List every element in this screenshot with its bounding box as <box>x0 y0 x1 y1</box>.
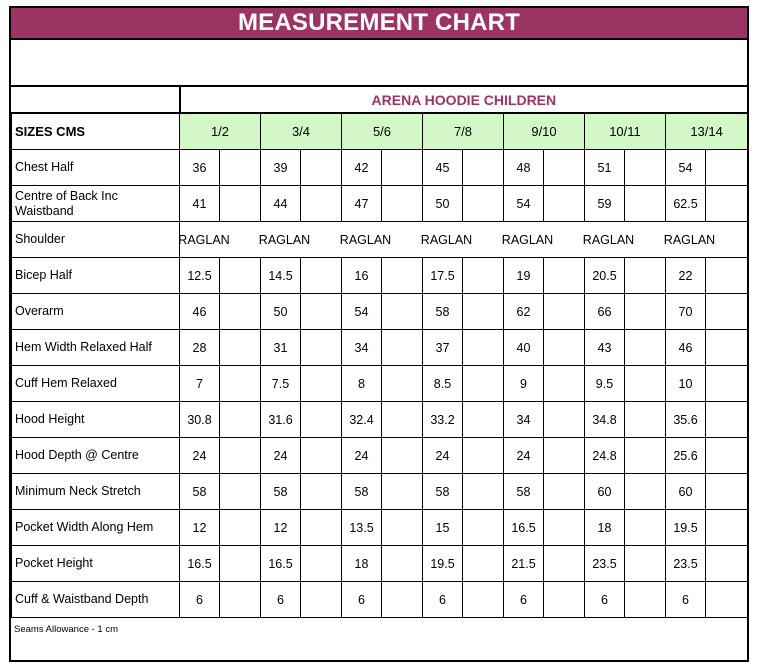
measurement-row <box>12 402 748 438</box>
empty-cell <box>706 474 748 510</box>
measurement-value: 24 <box>261 438 301 474</box>
product-row <box>12 87 748 113</box>
value-cell <box>663 222 716 258</box>
empty-cell <box>544 186 585 222</box>
measurement-value: 58 <box>423 294 463 330</box>
empty-cell <box>301 438 342 474</box>
measurement-value: 33.2 <box>423 402 463 438</box>
empty-cell <box>463 510 504 546</box>
empty-cell <box>625 402 666 438</box>
size-header: 9/10 <box>504 113 585 150</box>
empty-cell <box>220 438 261 474</box>
measurement-row <box>12 474 748 510</box>
empty-cell <box>706 294 748 330</box>
measurement-value: RAGLAN <box>420 232 473 247</box>
empty-cell <box>463 150 504 186</box>
value-cell <box>582 222 635 258</box>
measurement-row <box>12 258 748 294</box>
measurement-row <box>12 510 748 546</box>
empty-cell <box>544 438 585 474</box>
measurement-value: 7.5 <box>261 366 301 402</box>
measurement-value: 66 <box>585 294 625 330</box>
empty-cell <box>220 582 261 618</box>
value-cell <box>339 222 392 258</box>
empty-cell <box>220 150 261 186</box>
measurement-value: RAGLAN <box>258 232 311 247</box>
measurement-value: 24 <box>504 438 544 474</box>
empty-cell <box>463 186 504 222</box>
measurement-value: 47 <box>342 186 382 222</box>
measurement-value: 58 <box>342 474 382 510</box>
measurement-value: 60 <box>666 474 706 510</box>
empty-cell <box>382 366 423 402</box>
empty-cell <box>301 510 342 546</box>
empty-cell <box>382 150 423 186</box>
measurement-value: 60 <box>585 474 625 510</box>
measurement-value: 6 <box>585 582 625 618</box>
measurement-value: 14.5 <box>261 258 301 294</box>
empty-cell <box>301 402 342 438</box>
measurement-value: 46 <box>666 330 706 366</box>
measurement-value: 9 <box>504 366 544 402</box>
size-header: 1/2 <box>180 113 261 150</box>
measurement-value: 16.5 <box>504 510 544 546</box>
empty-cell <box>301 330 342 366</box>
empty-cell <box>301 474 342 510</box>
measurement-value: RAGLAN <box>663 232 716 247</box>
measurement-value: 23.5 <box>666 546 706 582</box>
measurement-value: 58 <box>504 474 544 510</box>
empty-cell <box>382 546 423 582</box>
empty-cell <box>625 258 666 294</box>
empty-cell <box>706 546 748 582</box>
measurement-value: 70 <box>666 294 706 330</box>
measurement-value: 54 <box>504 186 544 222</box>
empty-cell <box>382 258 423 294</box>
empty-cell <box>463 438 504 474</box>
measurement-value: 18 <box>342 546 382 582</box>
empty-cell <box>220 258 261 294</box>
measurement-value: 34.8 <box>585 402 625 438</box>
empty-cell <box>382 474 423 510</box>
measurement-value: 13.5 <box>342 510 382 546</box>
measurement-label: Hem Width Relaxed Half <box>12 330 180 366</box>
value-cell <box>420 222 473 258</box>
empty-cell <box>625 294 666 330</box>
measurement-value: 51 <box>585 150 625 186</box>
measurement-value: 17.5 <box>423 258 463 294</box>
size-header: 10/11 <box>585 113 666 150</box>
measurement-value: 19 <box>504 258 544 294</box>
measurement-value: 59 <box>585 186 625 222</box>
measurement-value: 21.5 <box>504 546 544 582</box>
empty-cell <box>544 510 585 546</box>
empty-cell <box>544 402 585 438</box>
empty-cell <box>220 510 261 546</box>
empty-cell <box>544 294 585 330</box>
measurement-value: 46 <box>180 294 220 330</box>
measurement-label: Bicep Half <box>12 258 180 294</box>
measurement-value: 54 <box>342 294 382 330</box>
measurement-value: 34 <box>504 402 544 438</box>
measurement-label: Minimum Neck Stretch <box>12 474 180 510</box>
empty-cell <box>220 186 261 222</box>
empty-cell <box>301 582 342 618</box>
measurement-value: 58 <box>261 474 301 510</box>
empty-cell <box>463 402 504 438</box>
chart-title: MEASUREMENT CHART <box>11 8 747 40</box>
empty-cell <box>220 294 261 330</box>
measurement-value: 30.8 <box>180 402 220 438</box>
measurement-value: 16.5 <box>261 546 301 582</box>
measurement-value: 44 <box>261 186 301 222</box>
measurement-value: 58 <box>180 474 220 510</box>
empty-cell <box>382 402 423 438</box>
measurement-value: 58 <box>423 474 463 510</box>
measurement-row <box>12 222 748 258</box>
measurement-value: 6 <box>180 582 220 618</box>
measurement-label: Hood Depth @ Centre <box>12 438 180 474</box>
empty-cell <box>220 546 261 582</box>
product-name: ARENA HOODIE CHILDREN <box>180 87 748 113</box>
measurement-label: Cuff Hem Relaxed <box>12 366 180 402</box>
measurement-value: 12 <box>180 510 220 546</box>
measurement-value: 16.5 <box>180 546 220 582</box>
empty-cell <box>706 438 748 474</box>
measurement-value: 16 <box>342 258 382 294</box>
value-cell <box>501 222 554 258</box>
empty-cell <box>544 330 585 366</box>
measurement-value: 24 <box>342 438 382 474</box>
product-row-spacer <box>12 87 180 113</box>
measurement-label: Chest Half <box>12 150 180 186</box>
empty-cell <box>625 582 666 618</box>
measurement-row <box>12 366 748 402</box>
size-header: 5/6 <box>342 113 423 150</box>
measurement-label: Overarm <box>12 294 180 330</box>
measurement-value: 24 <box>423 438 463 474</box>
measurement-value: 45 <box>423 150 463 186</box>
measurement-value: RAGLAN <box>178 232 230 247</box>
measurement-sheet <box>9 6 749 662</box>
measurement-value: 39 <box>261 150 301 186</box>
measurement-value: 18 <box>585 510 625 546</box>
empty-cell <box>463 366 504 402</box>
measurement-value: 28 <box>180 330 220 366</box>
empty-cell <box>625 366 666 402</box>
measurement-value: 6 <box>261 582 301 618</box>
measurement-value: 12.5 <box>180 258 220 294</box>
empty-cell <box>463 474 504 510</box>
empty-cell <box>706 366 748 402</box>
measurement-value: 40 <box>504 330 544 366</box>
measurement-row <box>12 582 748 618</box>
empty-cell <box>463 294 504 330</box>
empty-cell <box>625 474 666 510</box>
empty-cell <box>625 438 666 474</box>
measurement-value: 31.6 <box>261 402 301 438</box>
empty-cell <box>625 330 666 366</box>
measurement-value: 34 <box>342 330 382 366</box>
empty-cell <box>301 258 342 294</box>
sizes-label: SIZES CMS <box>12 113 180 150</box>
measurement-value: 41 <box>180 186 220 222</box>
measurement-row <box>12 150 748 186</box>
sizes-header-row <box>12 113 748 150</box>
empty-cell <box>301 546 342 582</box>
measurement-value: 54 <box>666 150 706 186</box>
measurement-value: 8.5 <box>423 366 463 402</box>
measurement-label: Hood Height <box>12 402 180 438</box>
empty-cell <box>463 582 504 618</box>
measurement-row <box>12 546 748 582</box>
measurement-row <box>12 294 748 330</box>
measurement-value: 36 <box>180 150 220 186</box>
measurement-label: Pocket Width Along Hem <box>12 510 180 546</box>
measurement-value: 6 <box>666 582 706 618</box>
measurement-label: Centre of Back Inc Waistband <box>12 186 180 222</box>
empty-cell <box>382 186 423 222</box>
empty-cell <box>625 510 666 546</box>
empty-cell <box>463 258 504 294</box>
measurement-label: Cuff & Waistband Depth <box>12 582 180 618</box>
empty-cell <box>625 186 666 222</box>
blank-header-area <box>11 40 747 87</box>
measurement-table <box>11 87 748 618</box>
measurement-value: 31 <box>261 330 301 366</box>
measurement-value: 19.5 <box>423 546 463 582</box>
measurement-value: 6 <box>342 582 382 618</box>
measurement-value: 8 <box>342 366 382 402</box>
empty-cell <box>706 330 748 366</box>
measurement-value: 9.5 <box>585 366 625 402</box>
measurement-value: 22 <box>666 258 706 294</box>
measurement-value: 62 <box>504 294 544 330</box>
empty-cell <box>301 186 342 222</box>
empty-cell <box>382 438 423 474</box>
measurement-value: 50 <box>261 294 301 330</box>
empty-cell <box>706 150 748 186</box>
empty-cell <box>301 294 342 330</box>
empty-cell <box>382 582 423 618</box>
measurement-value: 20.5 <box>585 258 625 294</box>
empty-cell <box>544 366 585 402</box>
empty-cell <box>463 330 504 366</box>
measurement-value: 35.6 <box>666 402 706 438</box>
measurement-value: 50 <box>423 186 463 222</box>
value-cell <box>258 222 311 258</box>
measurement-value: 19.5 <box>666 510 706 546</box>
measurement-value: RAGLAN <box>582 232 635 247</box>
measurement-value: 24 <box>180 438 220 474</box>
measurement-value: 48 <box>504 150 544 186</box>
empty-cell <box>463 546 504 582</box>
empty-cell <box>625 150 666 186</box>
size-header: 13/14 <box>666 113 748 150</box>
measurement-value: 15 <box>423 510 463 546</box>
empty-cell <box>544 150 585 186</box>
empty-cell <box>382 510 423 546</box>
empty-cell <box>706 186 748 222</box>
measurement-value: 6 <box>423 582 463 618</box>
empty-cell <box>544 258 585 294</box>
measurement-value: 37 <box>423 330 463 366</box>
empty-cell <box>544 474 585 510</box>
measurement-value: 10 <box>666 366 706 402</box>
empty-cell <box>301 150 342 186</box>
measurement-value: RAGLAN <box>339 232 392 247</box>
empty-cell <box>220 402 261 438</box>
measurement-value: 25.6 <box>666 438 706 474</box>
size-header: 7/8 <box>423 113 504 150</box>
empty-cell <box>220 366 261 402</box>
empty-cell <box>706 258 748 294</box>
value-cell <box>178 222 230 258</box>
empty-cell <box>301 366 342 402</box>
measurement-value: 7 <box>180 366 220 402</box>
size-header: 3/4 <box>261 113 342 150</box>
measurement-value: 23.5 <box>585 546 625 582</box>
empty-cell <box>706 402 748 438</box>
empty-cell <box>706 510 748 546</box>
measurement-value: 62.5 <box>666 186 706 222</box>
measurement-value: 43 <box>585 330 625 366</box>
measurement-row <box>12 330 748 366</box>
measurement-value: 42 <box>342 150 382 186</box>
empty-cell <box>544 546 585 582</box>
empty-cell <box>544 582 585 618</box>
measurement-label: Pocket Height <box>12 546 180 582</box>
empty-cell <box>625 546 666 582</box>
measurement-value: 24.8 <box>585 438 625 474</box>
empty-cell <box>220 474 261 510</box>
empty-cell <box>382 294 423 330</box>
measurement-value: 6 <box>504 582 544 618</box>
empty-cell <box>382 330 423 366</box>
empty-cell <box>706 582 748 618</box>
measurement-value: RAGLAN <box>501 232 554 247</box>
measurement-row <box>12 438 748 474</box>
measurement-label: Shoulder <box>12 222 180 258</box>
measurement-row <box>12 186 748 222</box>
measurement-value: 12 <box>261 510 301 546</box>
seams-allowance-note: Seams Allowance - 1 cm <box>14 624 119 635</box>
empty-cell <box>220 330 261 366</box>
measurement-value: 32.4 <box>342 402 382 438</box>
